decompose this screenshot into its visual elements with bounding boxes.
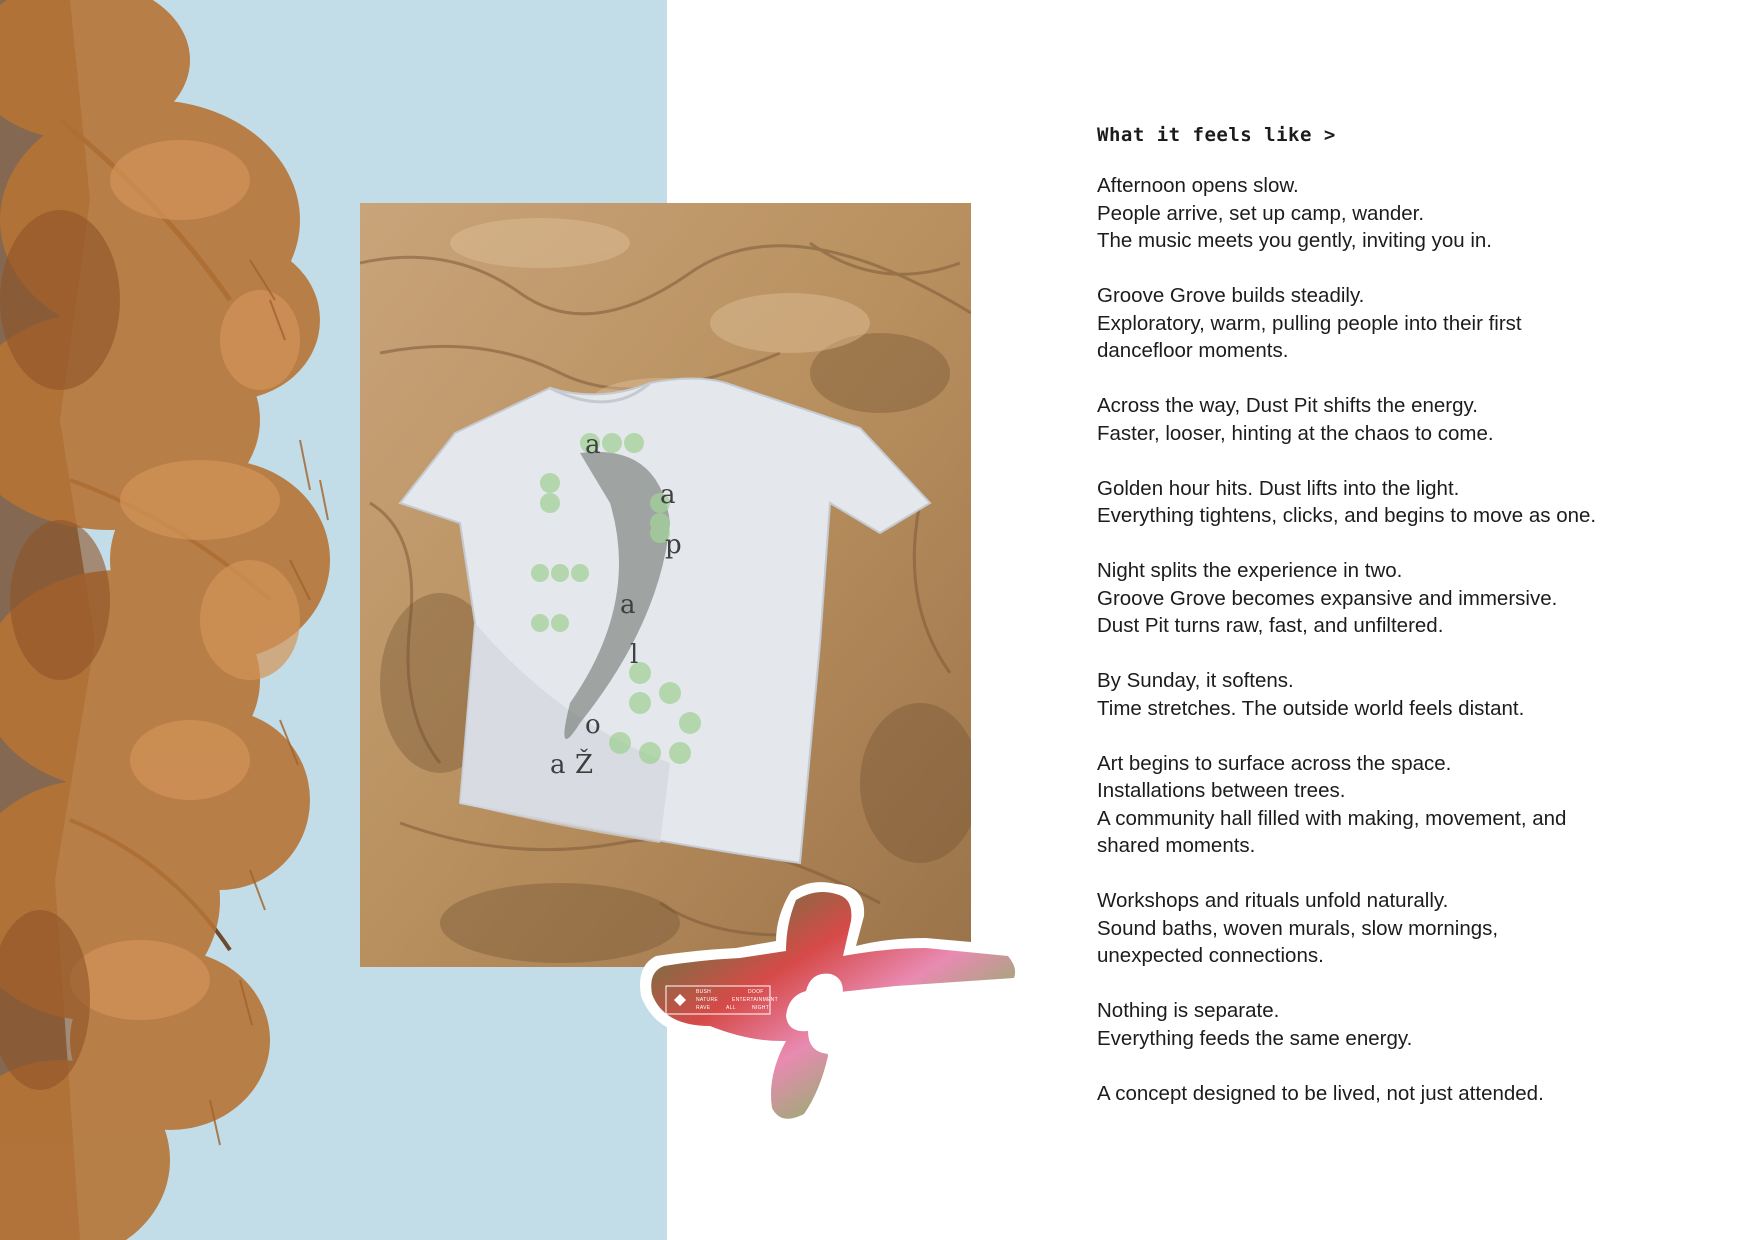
svg-text:l: l [630,640,639,670]
paragraph [1097,750,1657,860]
paragraph-line: By Sunday, it softens. [1097,669,1294,692]
paragraph-line: Dust Pit turns raw, fast, and unfiltered. [1097,614,1444,637]
sticker-label-rave: RAVE [696,1005,711,1011]
sticker-label-entertainment: ENTERTAINMENT [732,997,778,1003]
paragraph-line: shared moments. [1097,834,1256,857]
paragraph-line: A concept designed to be lived, not just attended. [1097,1081,1544,1105]
sticker-label-bush: BUSH [696,989,712,995]
svg-text:p: p [665,530,682,560]
paragraph-line: Night splits the experience in two. [1097,559,1403,582]
sticker-label-night: NIGHT [752,1005,770,1011]
svg-text:o: o [585,710,601,740]
paragraph [1097,282,1657,365]
paragraph-line: Nothing is separate. [1097,999,1280,1022]
paragraph-line: Everything feeds the same energy. [1097,1026,1413,1050]
paragraph-line: dancefloor moments. [1097,339,1289,362]
paragraph-line: Installations between trees. [1097,779,1346,802]
festival-sticker [636,876,1032,1140]
paragraph-line: People arrive, set up camp, wander. [1097,201,1425,225]
svg-text:Ž: Ž [575,750,594,780]
rock-and-shirt-illustration [360,203,971,967]
paragraph-line: Groove Grove becomes expansive and immersive. [1097,586,1558,610]
paragraph [1097,1080,1657,1108]
paragraph-line: Time stretches. The outside world feels distant. [1097,696,1525,720]
text-column [1097,124,1657,1135]
section-heading: What it feels like > [1097,124,1336,146]
sticker-label-nature: NATURE [696,997,718,1003]
paragraph [1097,667,1657,722]
paragraph-line: Afternoon opens slow. [1097,174,1299,197]
svg-text:a: a [660,480,676,510]
sticker-label-doof: DOOF [748,989,764,995]
paragraph [1097,997,1657,1052]
paragraph [1097,172,1657,255]
paragraph-line: Groove Grove builds steadily. [1097,284,1365,307]
paragraph [1097,887,1657,970]
paragraph-line: Everything tightens, clicks, and begins to move as one. [1097,504,1597,527]
paragraph [1097,392,1657,447]
paragraph-line: Exploratory, warm, pulling people into their first [1097,311,1522,335]
paragraph-line: Sound baths, woven murals, slow mornings, [1097,916,1499,940]
paragraph [1097,557,1657,640]
paragraph-line: Faster, looser, hinting at the chaos to come. [1097,421,1494,445]
paragraph-line: Art begins to surface across the space. [1097,751,1452,775]
svg-text:a: a [620,590,636,620]
paragraph-line: The music meets you gently, inviting you in. [1097,229,1492,252]
tshirt-on-rock-photo [360,203,971,967]
paragraph-line: Golden hour hits. Dust lifts into the light. [1097,476,1460,500]
paragraph-line: A community hall filled with making, movement, and [1097,806,1567,830]
paragraph-line: Across the way, Dust Pit shifts the energy. [1097,394,1478,417]
paragraph [1097,475,1657,530]
sticker-label-all: ALL [726,1005,736,1011]
svg-text:a: a [550,750,566,780]
paragraph-line: unexpected connections. [1097,944,1324,967]
svg-text:a: a [585,430,601,460]
paragraph-line: Workshops and rituals unfold naturally. [1097,889,1449,912]
